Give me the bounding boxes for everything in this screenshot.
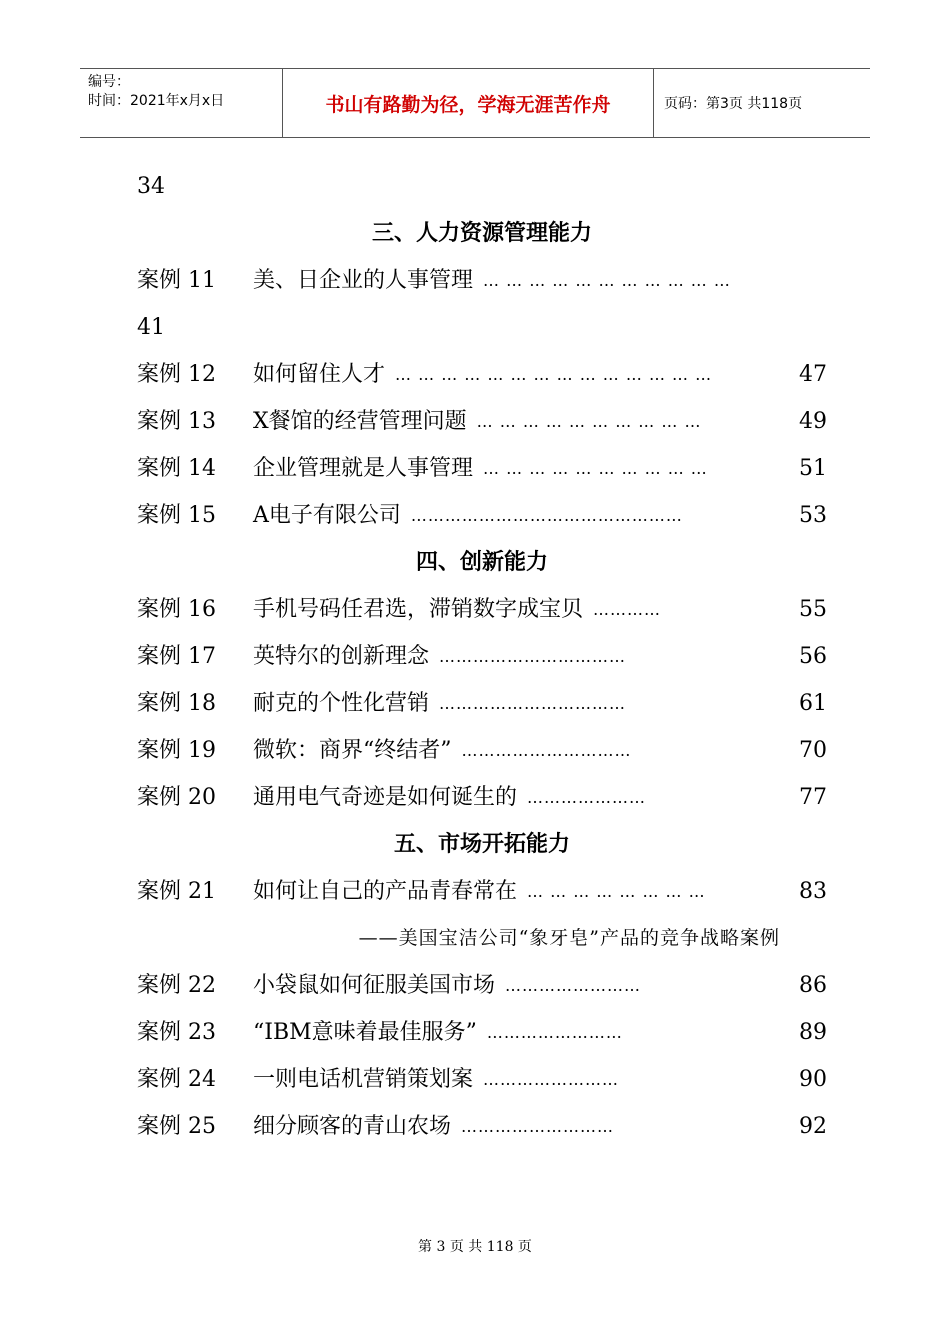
toc-entry[interactable]: [137, 492, 827, 539]
toc-entry-continued: [137, 304, 827, 351]
case-page: 89: [799, 1020, 827, 1045]
case-label: 案例 22: [137, 973, 216, 998]
case-title: A电子有限公司: [253, 503, 401, 528]
dot-leader: ……………………………: [439, 647, 627, 666]
toc-entry[interactable]: [137, 1009, 827, 1056]
section-title: 四、创新能力: [415, 550, 548, 575]
dot-leader: …………………………………………: [410, 506, 683, 525]
case-page: 41: [137, 315, 165, 340]
toc-entry[interactable]: [137, 1103, 827, 1150]
case-label: 案例 12: [137, 362, 216, 387]
case-title: 微软：商界“终结者”: [253, 738, 452, 763]
case-page: 56: [799, 644, 827, 669]
toc-entry[interactable]: [137, 445, 827, 492]
case-label: 案例 21: [137, 879, 216, 904]
case-label: 案例 18: [137, 691, 216, 716]
dot-leader: … … … … … … … … … …: [476, 412, 702, 431]
case-label: 案例 23: [137, 1020, 216, 1045]
toc-entry[interactable]: [137, 774, 827, 821]
case-label: 案例 11: [137, 268, 216, 293]
case-page: 90: [799, 1067, 827, 1092]
case-label: 案例 14: [137, 456, 216, 481]
case-page: 77: [799, 785, 827, 810]
section-title: 三、人力资源管理能力: [371, 221, 592, 246]
page-header: [80, 68, 870, 138]
case-page: 86: [799, 973, 827, 998]
case-title: X餐馆的经营管理问题: [253, 409, 467, 434]
case-title: “IBM意味着最佳服务”: [253, 1020, 477, 1045]
case-subtitle: ——美国宝洁公司“象牙皂”产品的竞争战略案例: [358, 927, 780, 949]
case-title: 一则电话机营销策划案: [253, 1067, 474, 1092]
time-label: 时间：2021年x月x日: [88, 93, 225, 109]
dot-leader: ……………………: [505, 976, 642, 995]
toc-entry[interactable]: [137, 680, 827, 727]
number-label: 编号：: [88, 74, 130, 90]
case-page: 49: [799, 409, 827, 434]
case-title: 细分顾客的青山农场: [253, 1114, 452, 1139]
toc-entry[interactable]: [137, 351, 827, 398]
case-title: 耐克的个性化营销: [253, 691, 430, 716]
case-title: 美、日企业的人事管理: [253, 268, 474, 293]
case-label: 案例 24: [137, 1067, 216, 1092]
case-title: 如何让自己的产品青春常在: [253, 879, 518, 904]
toc-entry[interactable]: [137, 633, 827, 680]
header-page-info: 页码：第3页 共118页: [664, 96, 803, 112]
table-of-contents: [137, 163, 827, 1150]
dot-leader: … … … … … … … … … … …: [483, 271, 731, 290]
case-label: 案例 16: [137, 597, 216, 622]
case-page: 70: [799, 738, 827, 763]
case-title: 企业管理就是人事管理: [253, 456, 474, 481]
dot-leader: …………: [593, 600, 662, 619]
toc-entry[interactable]: [137, 868, 827, 915]
case-title: 手机号码任君选，滞销数字成宝贝: [253, 597, 584, 622]
case-page: 47: [799, 362, 827, 387]
dot-leader: ……………………: [483, 1070, 620, 1089]
case-page: 53: [799, 503, 827, 528]
case-label: 案例 17: [137, 644, 216, 669]
case-label: 案例 25: [137, 1114, 216, 1139]
dot-leader: ………………………: [461, 1117, 615, 1136]
case-label: 案例 19: [137, 738, 216, 763]
case-title: 英特尔的创新理念: [253, 644, 430, 669]
case-title: 小袋鼠如何征服美国市场: [253, 973, 496, 998]
dot-leader: … … … … … … … …: [527, 882, 706, 901]
case-label: 案例 13: [137, 409, 216, 434]
toc-entry[interactable]: [137, 257, 827, 304]
case-page: 83: [799, 879, 827, 904]
dot-leader: … … … … … … … … … … … … … …: [395, 365, 713, 384]
toc-entry[interactable]: [137, 1056, 827, 1103]
carry-over-page: 34: [137, 174, 165, 199]
toc-entry[interactable]: [137, 398, 827, 445]
case-label: 案例 15: [137, 503, 216, 528]
page-footer: 第 3 页 共 118 页: [418, 1239, 532, 1255]
header-meta: [80, 69, 282, 137]
toc-entry[interactable]: [137, 727, 827, 774]
case-label: 案例 20: [137, 785, 216, 810]
case-page: 51: [799, 456, 827, 481]
dot-leader: …………………………: [461, 741, 632, 760]
case-page: 61: [799, 691, 827, 716]
toc-entry[interactable]: [137, 586, 827, 633]
case-page: 92: [799, 1114, 827, 1139]
section-title: 五、市场开拓能力: [393, 832, 570, 857]
header-motto: 书山有路勤为径，学海无涯苦作舟: [325, 93, 611, 116]
case-title: 如何留住人才: [253, 362, 386, 387]
dot-leader: … … … … … … … … … …: [483, 459, 708, 478]
dot-leader: ……………………: [486, 1023, 623, 1042]
case-page: 55: [799, 597, 827, 622]
dot-leader: …………………: [527, 788, 647, 807]
toc-entry[interactable]: [137, 962, 827, 1009]
case-title: 通用电气奇迹是如何诞生的: [253, 785, 518, 810]
dot-leader: ……………………………: [439, 694, 627, 713]
